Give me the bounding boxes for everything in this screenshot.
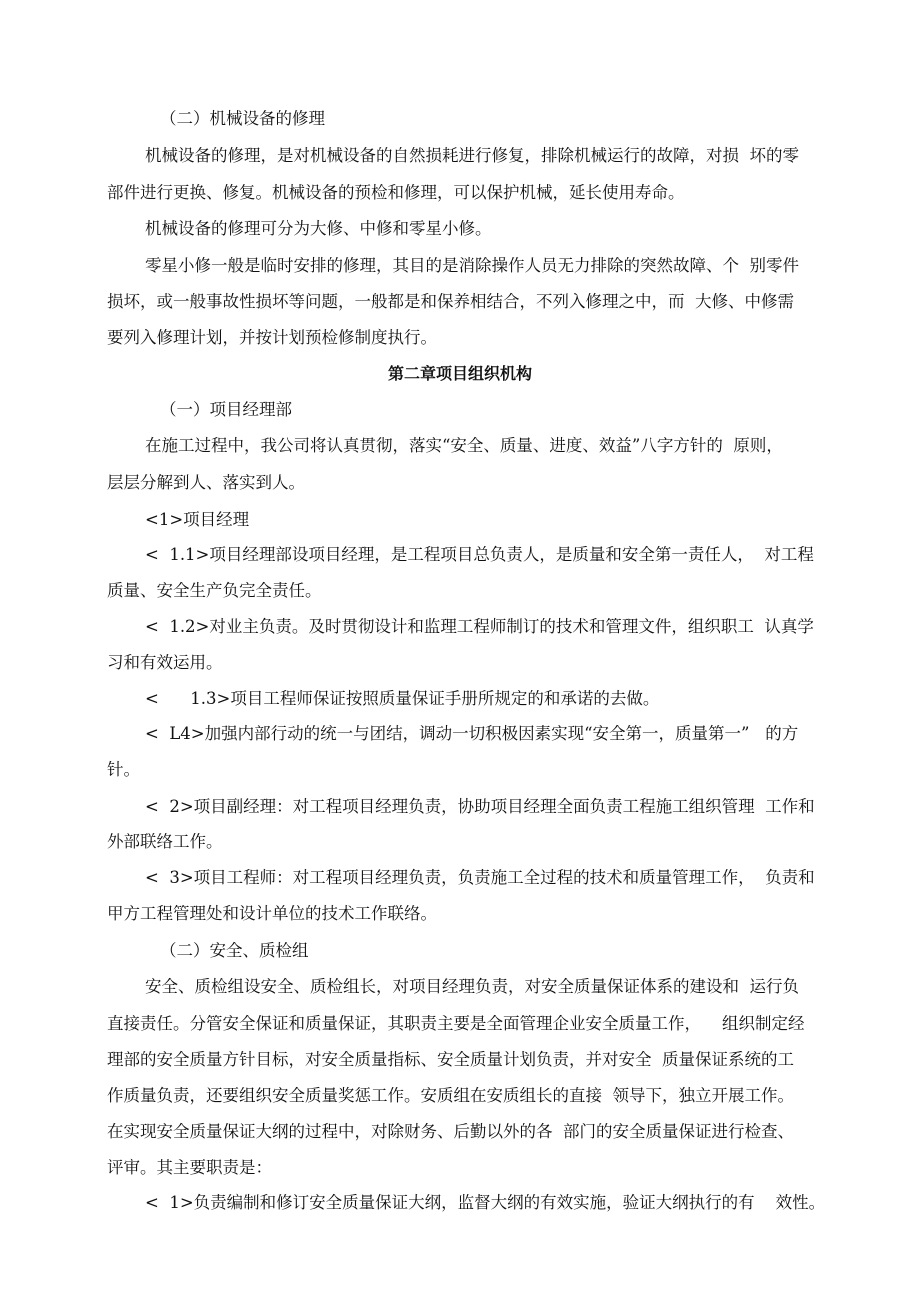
paragraph-line: < L4>加强内部行动的统一与团结，调动一切积极因素实现“安全第一，质量第一” 的方	[145, 724, 799, 743]
paragraph-line: < 1.2>对业主负责。及时贯彻设计和监理工程师制订的技术和管理文件，组织职工 认真学	[145, 617, 814, 636]
paragraph-line: 甲方工程管理处和设计单位的技术工作联络。	[107, 904, 437, 923]
paragraph-line: < 1.3>项目工程师保证按照质量保证手册所规定的和承诺的去做。	[145, 689, 660, 708]
paragraph-line: 作质量负责，还要组织安全质量奖惩工作。安质组在安质组长的直接 领导下，独立开展工作。	[107, 1086, 794, 1105]
paragraph-line: 损坏，或一般事故性损坏等问题，一般都是和保养相结合，不列入修理之中，而 大修、中修需	[107, 292, 794, 311]
paragraph-line: 层层分解到人、落实到人。	[107, 473, 305, 492]
paragraph-line: < 1>负责编制和修订安全质量保证大纲，监督大纲的有效实施，验证大纲执行的有 效性。	[145, 1193, 826, 1212]
chapter-title: 第二章项目组织机构	[387, 364, 532, 383]
paragraph-line: 安全、质检组设安全、质检组长，对项目经理负责，对安全质量保证体系的建设和 运行负	[145, 977, 799, 996]
paragraph-line: 部件进行更换、修复。机械设备的预检和修理，可以保护机械，延长使用寿命。	[107, 183, 685, 202]
paragraph-line: 零星小修一般是临时安排的修理，其目的是消除操作人员无力排除的突然故障、个 别零件	[145, 256, 799, 275]
paragraph-line: < 2>项目副经理：对工程项目经理负责，协助项目经理全面负责工程施工组织管理 工作和	[145, 797, 815, 816]
paragraph-line: 针。	[107, 760, 140, 779]
section-heading: （二）机械设备的修理	[160, 109, 325, 128]
paragraph-line: 质量、安全生产负完全责任。	[107, 581, 322, 600]
paragraph-line: 机械设备的修理，是对机械设备的自然损耗进行修复，排除机械运行的故障，对损 坏的零	[145, 146, 799, 165]
section-heading: （一）项目经理部	[160, 400, 292, 419]
paragraph-line: 在施工过程中，我公司将认真贯彻，落实“安全、质量、进度、效益”八字方针的 原则，	[145, 436, 783, 455]
paragraph-line: 要列入修理计划，并按计划预检修制度执行。	[107, 328, 437, 347]
paragraph-line: 外部联络工作。	[107, 832, 223, 851]
paragraph-line: 直接责任。分管安全保证和质量保证，其职责主要是全面管理企业安全质量工作， 组织制定经	[107, 1014, 805, 1033]
paragraph-line: 评审。其主要职责是：	[107, 1158, 272, 1177]
paragraph-line: < 3>项目工程师：对工程项目经理负责，负责施工全过程的技术和质量管理工作， 负责和	[145, 868, 815, 887]
subsection-heading: <1>项目经理	[145, 510, 250, 529]
section-heading: （二）安全、质检组	[160, 941, 309, 960]
paragraph-line: 习和有效运用。	[107, 653, 223, 672]
paragraph-line: 在实现安全质量保证大纲的过程中，对除财务、后勤以外的各 部门的安全质量保证进行检查、	[107, 1122, 794, 1141]
paragraph-line: 机械设备的修理可分为大修、中修和零星小修。	[145, 219, 492, 238]
paragraph-line: 理部的安全质量方针目标，对安全质量指标、安全质量计划负责，并对安全 质量保证系统的工	[107, 1050, 794, 1069]
paragraph-line: < 1.1>项目经理部设项目经理，是工程项目总负责人，是质量和安全第一责任人， 对工程	[145, 545, 814, 564]
